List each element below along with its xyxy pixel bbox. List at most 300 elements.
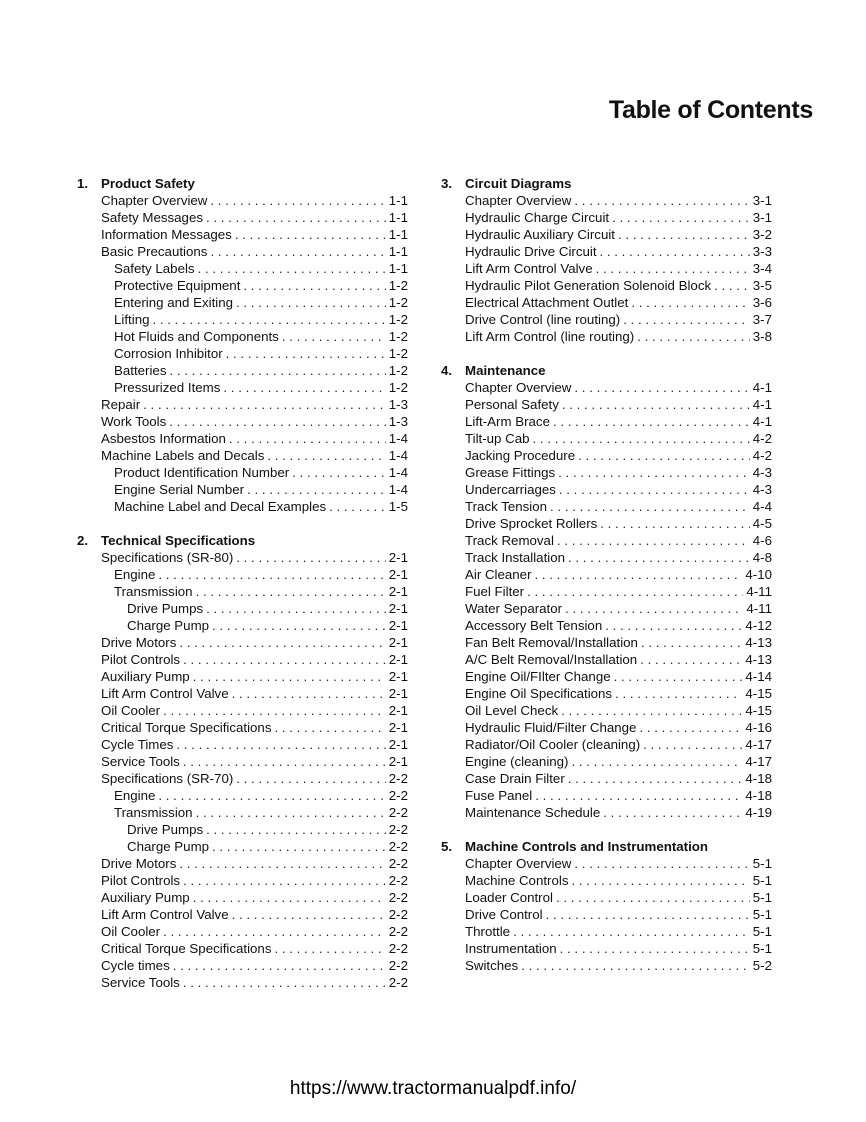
- toc-entry[interactable]: [441, 549, 772, 566]
- toc-entry[interactable]: [77, 243, 408, 260]
- dot-leader: [179, 855, 385, 872]
- chapter-number: 3.: [441, 176, 453, 191]
- dot-leader: [274, 940, 385, 957]
- footer-url[interactable]: https://www.tractormanualpdf.info/: [289, 1078, 577, 1099]
- toc-entry-label: Asbestos Information: [101, 431, 226, 446]
- dot-leader: [574, 192, 749, 209]
- toc-entry-page: 4-8: [752, 550, 772, 565]
- toc-entry-page: 4-18: [745, 788, 772, 803]
- toc-entry[interactable]: [441, 702, 772, 719]
- toc-entry-label: Fan Belt Removal/Installation: [465, 635, 638, 650]
- toc-entry-label: Hot Fluids and Components: [114, 329, 279, 344]
- toc-entry-page: 1-2: [388, 380, 408, 395]
- dot-leader: [568, 549, 750, 566]
- toc-entry[interactable]: [77, 583, 408, 600]
- dot-leader: [236, 294, 386, 311]
- toc-entry-page: 1-4: [388, 448, 408, 463]
- toc-entry[interactable]: [441, 668, 772, 685]
- dot-leader: [565, 600, 743, 617]
- dot-leader: [232, 685, 386, 702]
- toc-entry-page: 4-1: [752, 397, 772, 412]
- dot-leader: [196, 804, 386, 821]
- toc-entry-label: Track Removal: [465, 533, 554, 548]
- dot-leader: [615, 685, 742, 702]
- toc-entry[interactable]: [441, 685, 772, 702]
- toc-entry[interactable]: [77, 311, 408, 328]
- toc-entry[interactable]: [77, 940, 408, 957]
- toc-entry[interactable]: [441, 855, 772, 872]
- dot-leader: [163, 702, 386, 719]
- dot-leader: [572, 753, 743, 770]
- chapter-title: Circuit Diagrams: [465, 176, 572, 191]
- toc-entry-label: Throttle: [465, 924, 511, 939]
- dot-leader: [232, 906, 386, 923]
- toc-entry[interactable]: [77, 974, 408, 991]
- toc-entry[interactable]: [441, 634, 772, 651]
- toc-entry-label: Drive Pumps: [127, 601, 204, 616]
- dot-leader: [623, 311, 750, 328]
- toc-entry-label: Fuel Filter: [465, 584, 525, 599]
- toc-entry-page: 1-1: [388, 261, 408, 276]
- dot-leader: [550, 498, 750, 515]
- toc-entry[interactable]: [441, 770, 772, 787]
- dot-leader: [637, 328, 750, 345]
- toc-entry-label: Specifications (SR-70): [101, 771, 234, 786]
- toc-entry-label: Transmission: [114, 805, 193, 820]
- toc-entry-label: Safety Labels: [114, 261, 195, 276]
- toc-entry[interactable]: [441, 481, 772, 498]
- toc-entry[interactable]: [441, 906, 772, 923]
- toc-entry-page: 2-2: [388, 958, 408, 973]
- chapter-title: Product Safety: [101, 176, 195, 191]
- toc-entry[interactable]: [77, 753, 408, 770]
- dot-leader: [292, 464, 386, 481]
- toc-entry-label: Drive Pumps: [127, 822, 204, 837]
- toc-entry[interactable]: [77, 651, 408, 668]
- chapter-number: 4.: [441, 363, 453, 378]
- toc-entry-page: 1-4: [388, 431, 408, 446]
- toc-entry[interactable]: [441, 192, 772, 209]
- toc-entry[interactable]: [77, 566, 408, 583]
- dot-leader: [614, 668, 743, 685]
- toc-entry[interactable]: [77, 600, 408, 617]
- toc-entry-label: Safety Messages: [101, 210, 203, 225]
- toc-entry[interactable]: [441, 651, 772, 668]
- toc-entry[interactable]: [441, 804, 772, 821]
- toc-entry[interactable]: [441, 923, 772, 940]
- toc-entry-label: Engine (cleaning): [465, 754, 569, 769]
- toc-entry[interactable]: [441, 583, 772, 600]
- toc-entry-label: Hydraulic Charge Circuit: [465, 210, 610, 225]
- dot-leader: [600, 515, 750, 532]
- toc-entry-page: 4-15: [745, 703, 772, 718]
- dot-leader: [183, 974, 386, 991]
- toc-entry[interactable]: [441, 328, 772, 345]
- dot-leader: [198, 260, 386, 277]
- toc-entry-label: Hydraulic Auxiliary Circuit: [465, 227, 615, 242]
- toc-entry-label: Grease Fittings: [465, 465, 556, 480]
- dot-leader: [183, 753, 386, 770]
- chapter-number: 1.: [77, 176, 89, 191]
- dot-leader: [571, 872, 749, 889]
- toc-entry-page: 1-1: [388, 227, 408, 242]
- dot-leader: [714, 277, 750, 294]
- toc-entry-label: Jacking Procedure: [465, 448, 576, 463]
- toc-entry[interactable]: [441, 311, 772, 328]
- toc-entry-page: 2-2: [388, 941, 408, 956]
- dot-leader: [521, 957, 750, 974]
- dot-leader: [169, 413, 386, 430]
- toc-entry-page: 2-2: [388, 924, 408, 939]
- toc-entry-label: Electrical Attachment Outlet: [465, 295, 629, 310]
- toc-column-left: [77, 175, 408, 1008]
- dot-leader: [561, 702, 742, 719]
- dot-leader: [229, 430, 386, 447]
- toc-entry-label: Charge Pump: [127, 618, 210, 633]
- toc-entry-label: Chapter Overview: [465, 380, 572, 395]
- dot-leader: [274, 719, 385, 736]
- toc-entry[interactable]: [441, 736, 772, 753]
- toc-entry-label: Chapter Overview: [101, 193, 208, 208]
- toc-entry[interactable]: [77, 192, 408, 209]
- toc-entry[interactable]: [77, 634, 408, 651]
- dot-leader: [562, 396, 750, 413]
- toc-entry[interactable]: [77, 702, 408, 719]
- dot-leader: [612, 209, 750, 226]
- toc-entry-page: 4-3: [752, 482, 772, 497]
- toc-entry[interactable]: [77, 855, 408, 872]
- toc-entry-label: Service Tools: [101, 975, 180, 990]
- dot-leader: [158, 566, 385, 583]
- dot-leader: [183, 651, 386, 668]
- toc-entry[interactable]: [77, 362, 408, 379]
- toc-entry[interactable]: [77, 226, 408, 243]
- toc-entry-label: Chapter Overview: [465, 193, 572, 208]
- dot-leader: [243, 277, 385, 294]
- toc-entry-page: 5-1: [752, 856, 772, 871]
- dot-leader: [169, 362, 385, 379]
- chapter-heading[interactable]: [441, 838, 772, 855]
- toc-entry[interactable]: [77, 328, 408, 345]
- toc-entry-label: Personal Safety: [465, 397, 559, 412]
- toc-entry[interactable]: [77, 770, 408, 787]
- chapter-title: Technical Specifications: [101, 533, 256, 548]
- toc-entry-label: Specifications (SR-80): [101, 550, 234, 565]
- dot-leader: [206, 821, 386, 838]
- toc-entry-page: 4-17: [745, 754, 772, 769]
- toc-entry[interactable]: [441, 515, 772, 532]
- toc-entry-label: Repair: [101, 397, 141, 412]
- toc-entry[interactable]: [77, 277, 408, 294]
- dot-leader: [152, 311, 385, 328]
- toc-entry-page: 3-1: [752, 193, 772, 208]
- toc-entry[interactable]: [441, 226, 772, 243]
- dot-leader: [158, 787, 385, 804]
- dot-leader: [578, 447, 750, 464]
- toc-entry-page: 4-11: [746, 601, 772, 616]
- toc-entry-page: 4-19: [745, 805, 772, 820]
- toc-entry[interactable]: [77, 872, 408, 889]
- dot-leader: [546, 906, 750, 923]
- chapter-heading[interactable]: [77, 532, 408, 549]
- chapter-heading[interactable]: [441, 362, 772, 379]
- chapter-heading[interactable]: [77, 175, 408, 192]
- toc-entry[interactable]: [441, 379, 772, 396]
- toc-entry[interactable]: [441, 617, 772, 634]
- toc-entry[interactable]: [77, 889, 408, 906]
- toc-entry[interactable]: [441, 498, 772, 515]
- toc-entry[interactable]: [441, 600, 772, 617]
- toc-entry[interactable]: [77, 668, 408, 685]
- dot-leader: [235, 226, 386, 243]
- toc-entry[interactable]: [441, 957, 772, 974]
- chapter-title: Machine Controls and Instrumentation: [465, 839, 709, 854]
- toc-entry[interactable]: [77, 617, 408, 634]
- chapter-title: Maintenance: [465, 363, 546, 378]
- toc-entry[interactable]: [441, 243, 772, 260]
- toc-entry[interactable]: [77, 736, 408, 753]
- dot-leader: [206, 600, 386, 617]
- toc-entry-label: Work Tools: [101, 414, 167, 429]
- toc-entry-page: 4-12: [745, 618, 772, 633]
- toc-entry[interactable]: [77, 260, 408, 277]
- dot-leader: [605, 617, 742, 634]
- toc-entry[interactable]: [77, 498, 408, 515]
- toc-entry[interactable]: [77, 549, 408, 566]
- toc-entry-label: Fuse Panel: [465, 788, 533, 803]
- dot-leader: [556, 889, 750, 906]
- toc-entry-label: Drive Control (line routing): [465, 312, 621, 327]
- dot-leader: [210, 192, 385, 209]
- toc-entry-page: 2-1: [388, 686, 408, 701]
- toc-entry-page: 1-2: [388, 312, 408, 327]
- toc-entry-page: 4-10: [745, 567, 772, 582]
- toc-entry[interactable]: [441, 464, 772, 481]
- toc-entry-page: 2-2: [388, 907, 408, 922]
- toc-entry-page: 2-2: [388, 822, 408, 837]
- toc-entry-page: 2-2: [388, 856, 408, 871]
- dot-leader: [631, 294, 749, 311]
- dot-leader: [196, 583, 386, 600]
- toc-entry-page: 3-6: [752, 295, 772, 310]
- toc-entry-page: 2-1: [388, 754, 408, 769]
- toc-entry[interactable]: [441, 940, 772, 957]
- toc-entry-label: Tilt-up Cab: [465, 431, 530, 446]
- toc-entry-page: 3-8: [752, 329, 772, 344]
- toc-entry-page: 4-16: [745, 720, 772, 735]
- toc-entry[interactable]: [77, 294, 408, 311]
- toc-entry-label: Machine Controls: [465, 873, 569, 888]
- toc-entry[interactable]: [441, 277, 772, 294]
- toc-entry-page: 1-2: [388, 346, 408, 361]
- dot-leader: [574, 855, 749, 872]
- dot-leader: [329, 498, 386, 515]
- dot-leader: [527, 583, 743, 600]
- toc-entry-label: Chapter Overview: [465, 856, 572, 871]
- toc-entry-label: Hydraulic Fluid/Filter Change: [465, 720, 637, 735]
- toc-entry-page: 2-2: [388, 788, 408, 803]
- toc-entry-label: Drive Motors: [101, 856, 177, 871]
- toc-entry[interactable]: [77, 906, 408, 923]
- dot-leader: [247, 481, 386, 498]
- toc-entry-page: 2-1: [388, 618, 408, 633]
- toc-entry[interactable]: [441, 396, 772, 413]
- toc-entry[interactable]: [77, 685, 408, 702]
- toc-entry-page: 2-1: [388, 601, 408, 616]
- toc-entry[interactable]: [441, 566, 772, 583]
- toc-entry-label: Accessory Belt Tension: [465, 618, 603, 633]
- toc-entry-label: Undercarriages: [465, 482, 556, 497]
- toc-entry-page: 5-1: [752, 924, 772, 939]
- toc-entry[interactable]: [77, 379, 408, 396]
- toc-entry-page: 2-2: [388, 873, 408, 888]
- toc-entry[interactable]: [441, 413, 772, 430]
- toc-entry-label: Case Drain Filter: [465, 771, 565, 786]
- toc-entry-label: Hydraulic Drive Circuit: [465, 244, 597, 259]
- dot-leader: [560, 940, 750, 957]
- toc-entry[interactable]: [77, 821, 408, 838]
- toc-entry-page: 2-2: [388, 890, 408, 905]
- toc-entry[interactable]: [77, 345, 408, 362]
- dot-leader: [558, 464, 750, 481]
- toc-entry-page: 3-1: [752, 210, 772, 225]
- toc-entry-label: Cycle Times: [101, 737, 174, 752]
- dot-leader: [176, 736, 385, 753]
- dot-leader: [557, 532, 750, 549]
- toc-entry-label: Batteries: [114, 363, 167, 378]
- toc-entry-page: 4-6: [752, 533, 772, 548]
- toc-entry[interactable]: [77, 209, 408, 226]
- toc-entry[interactable]: [77, 923, 408, 940]
- toc-entry-label: Engine Oil Specifications: [465, 686, 613, 701]
- toc-entry[interactable]: [77, 957, 408, 974]
- toc-entry-page: 2-2: [388, 771, 408, 786]
- toc-entry-page: 2-2: [388, 805, 408, 820]
- toc-entry-page: 4-15: [745, 686, 772, 701]
- toc-entry[interactable]: [77, 787, 408, 804]
- toc-entry[interactable]: [77, 481, 408, 498]
- chapter-heading[interactable]: [441, 175, 772, 192]
- toc-entry-label: Lift Arm Control (line routing): [465, 329, 635, 344]
- toc-entry-label: Critical Torque Specifications: [101, 720, 272, 735]
- toc-entry-label: Basic Precautions: [101, 244, 208, 259]
- toc-entry[interactable]: [441, 719, 772, 736]
- dot-leader: [212, 617, 386, 634]
- toc-entry-label: Lift Arm Control Valve: [101, 686, 229, 701]
- toc-entry[interactable]: [441, 447, 772, 464]
- toc-entry[interactable]: [441, 260, 772, 277]
- toc-entry[interactable]: [77, 447, 408, 464]
- toc-entry-page: 1-2: [388, 329, 408, 344]
- toc-entry-page: 2-2: [388, 839, 408, 854]
- dot-leader: [639, 719, 742, 736]
- toc-entry[interactable]: [441, 294, 772, 311]
- dot-leader: [206, 209, 386, 226]
- dot-leader: [226, 345, 386, 362]
- toc-entry-label: Pilot Controls: [101, 873, 181, 888]
- toc-entry-label: Engine: [114, 567, 156, 582]
- toc-entry-page: 1-2: [388, 295, 408, 310]
- toc-entry-page: 4-1: [752, 414, 772, 429]
- toc-entry-page: 1-2: [388, 278, 408, 293]
- toc-chapter: [77, 175, 408, 515]
- dot-leader: [193, 889, 386, 906]
- toc-entry-page: 1-3: [388, 397, 408, 412]
- toc-entry-page: 2-1: [388, 720, 408, 735]
- toc-entry-page: 3-2: [752, 227, 772, 242]
- toc-entry[interactable]: [77, 719, 408, 736]
- dot-leader: [559, 481, 750, 498]
- dot-leader: [173, 957, 386, 974]
- toc-entry-label: Engine: [114, 788, 156, 803]
- dot-leader: [574, 379, 749, 396]
- toc-entry-label: A/C Belt Removal/Installation: [465, 652, 638, 667]
- toc-entry-label: Engine Oil/FIlter Change: [465, 669, 611, 684]
- dot-leader: [223, 379, 385, 396]
- toc-chapter: [441, 362, 772, 821]
- toc-entry[interactable]: [77, 464, 408, 481]
- toc-entry-page: 5-1: [752, 907, 772, 922]
- dot-leader: [603, 804, 742, 821]
- toc-entry[interactable]: [77, 838, 408, 855]
- toc-entry-page: 4-4: [752, 499, 772, 514]
- toc-entry[interactable]: [441, 889, 772, 906]
- toc-entry-label: Lifting: [114, 312, 150, 327]
- toc-entry[interactable]: [77, 430, 408, 447]
- toc-entry[interactable]: [77, 396, 408, 413]
- toc-entry-label: Hydraulic Pilot Generation Solenoid Block: [465, 278, 712, 293]
- toc-entry-label: Radiator/Oil Cooler (cleaning): [465, 737, 641, 752]
- dot-leader: [236, 770, 386, 787]
- toc-entry[interactable]: [77, 413, 408, 430]
- toc-entry[interactable]: [441, 209, 772, 226]
- toc-entry[interactable]: [441, 787, 772, 804]
- toc-entry-page: 1-2: [388, 363, 408, 378]
- toc-entry-label: Auxiliary Pump: [101, 669, 190, 684]
- toc-entry-label: Switches: [465, 958, 519, 973]
- toc-entry-page: 3-7: [752, 312, 772, 327]
- toc-entry-page: 4-17: [745, 737, 772, 752]
- toc-entry[interactable]: [77, 804, 408, 821]
- toc-entry-label: Track Installation: [465, 550, 566, 565]
- toc-entry-page: 5-1: [752, 890, 772, 905]
- toc-entry[interactable]: [441, 430, 772, 447]
- toc-entry-page: 2-1: [388, 652, 408, 667]
- toc-entry-page: 4-18: [745, 771, 772, 786]
- toc-entry-label: Lift Arm Control Valve: [465, 261, 593, 276]
- toc-entry-page: 4-2: [752, 431, 772, 446]
- dot-leader: [643, 736, 742, 753]
- dot-leader: [640, 651, 742, 668]
- dot-leader: [179, 634, 385, 651]
- dot-leader: [618, 226, 750, 243]
- toc-entry[interactable]: [441, 753, 772, 770]
- dot-leader: [535, 787, 742, 804]
- toc-entry-page: 4-1: [752, 380, 772, 395]
- dot-leader: [533, 430, 750, 447]
- toc-chapter: [77, 532, 408, 991]
- toc-entry-page: 1-4: [388, 465, 408, 480]
- dot-leader: [210, 243, 385, 260]
- toc-entry-page: 4-13: [745, 635, 772, 650]
- toc-entry-page: 1-1: [388, 244, 408, 259]
- toc-entry-page: 2-2: [388, 975, 408, 990]
- toc-entry-page: 2-1: [388, 703, 408, 718]
- toc-entry[interactable]: [441, 532, 772, 549]
- toc-entry[interactable]: [441, 872, 772, 889]
- dot-leader: [568, 770, 743, 787]
- dot-leader: [535, 566, 743, 583]
